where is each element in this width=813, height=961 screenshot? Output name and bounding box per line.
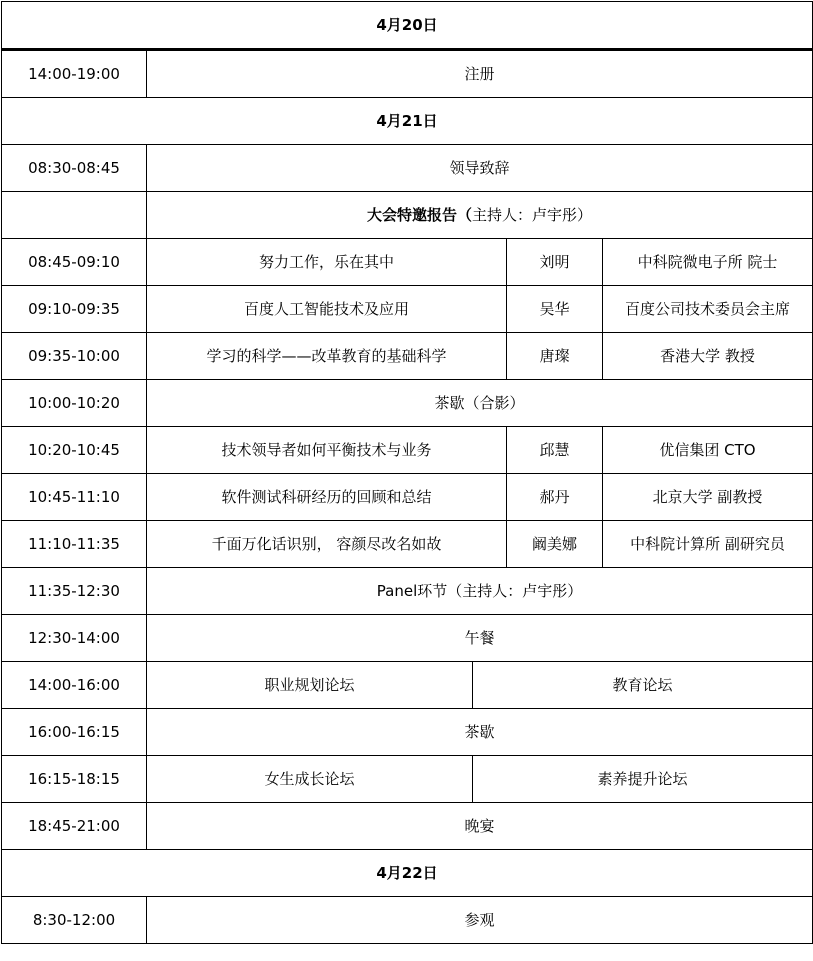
schedule-row (2, 568, 813, 615)
speaker-affiliation: 中科院计算所 副研究员 (603, 521, 813, 568)
speaker-affiliation: 香港大学 教授 (603, 333, 813, 380)
schedule-row (2, 50, 813, 98)
talk-row (2, 427, 813, 474)
schedule-table (1, 1, 813, 944)
forum-cell: 女生成长论坛 (147, 756, 473, 803)
keynote-host: 主持人：卢宇彤） (472, 206, 593, 224)
speaker-name: 郝丹 (507, 474, 603, 521)
day-header-row (2, 2, 813, 50)
time-cell: 14:00-19:00 (2, 50, 147, 98)
forum-row (2, 662, 813, 709)
talk-row (2, 333, 813, 380)
speaker-name: 唐璨 (507, 333, 603, 380)
forum-cell: 职业规划论坛 (147, 662, 473, 709)
event-cell: Panel环节（主持人：卢宇彤） (147, 568, 813, 615)
day-header-row (2, 850, 813, 897)
schedule-row (2, 897, 813, 944)
talk-title: 努力工作，乐在其中 (147, 239, 507, 286)
speaker-affiliation: 中科院微电子所 院士 (603, 239, 813, 286)
day-label: 4月21日 (2, 98, 813, 145)
speaker-affiliation: 优信集团 CTO (603, 427, 813, 474)
keynote-header-row (2, 192, 813, 239)
event-cell: 午餐 (147, 615, 813, 662)
day-header-row (2, 98, 813, 145)
schedule-row (2, 145, 813, 192)
talk-title: 千面万化话识别， 容颜尽改名如故 (147, 521, 507, 568)
time-cell: 12:30-14:00 (2, 615, 147, 662)
forum-cell: 教育论坛 (473, 662, 813, 709)
time-cell: 10:45-11:10 (2, 474, 147, 521)
talk-row (2, 474, 813, 521)
time-cell: 18:45-21:00 (2, 803, 147, 850)
schedule-row (2, 615, 813, 662)
talk-row (2, 239, 813, 286)
speaker-affiliation: 北京大学 副教授 (603, 474, 813, 521)
schedule-row (2, 803, 813, 850)
time-cell: 08:45-09:10 (2, 239, 147, 286)
event-cell: 领导致辞 (147, 145, 813, 192)
speaker-name: 刘明 (507, 239, 603, 286)
time-cell (2, 192, 147, 239)
event-cell: 参观 (147, 897, 813, 944)
talk-row (2, 286, 813, 333)
event-cell: 晚宴 (147, 803, 813, 850)
event-cell: 注册 (147, 50, 813, 98)
talk-row (2, 521, 813, 568)
day-label: 4月22日 (2, 850, 813, 897)
forum-cell: 素养提升论坛 (473, 756, 813, 803)
time-cell: 8:30-12:00 (2, 897, 147, 944)
keynote-header (147, 192, 813, 239)
time-cell: 09:35-10:00 (2, 333, 147, 380)
time-cell: 10:20-10:45 (2, 427, 147, 474)
event-cell: 茶歇（合影） (147, 380, 813, 427)
talk-title: 学习的科学——改革教育的基础科学 (147, 333, 507, 380)
time-cell: 10:00-10:20 (2, 380, 147, 427)
speaker-name: 阚美娜 (507, 521, 603, 568)
schedule-row (2, 380, 813, 427)
event-cell: 茶歇 (147, 709, 813, 756)
talk-title: 软件测试科研经历的回顾和总结 (147, 474, 507, 521)
time-cell: 14:00-16:00 (2, 662, 147, 709)
speaker-name: 邱慧 (507, 427, 603, 474)
speaker-name: 吴华 (507, 286, 603, 333)
talk-title: 百度人工智能技术及应用 (147, 286, 507, 333)
time-cell: 08:30-08:45 (2, 145, 147, 192)
speaker-affiliation: 百度公司技术委员会主席 (603, 286, 813, 333)
time-cell: 11:35-12:30 (2, 568, 147, 615)
keynote-title: 大会特邀报告（ (367, 206, 473, 224)
day-label: 4月20日 (2, 2, 813, 50)
time-cell: 16:00-16:15 (2, 709, 147, 756)
schedule-row (2, 709, 813, 756)
forum-row (2, 756, 813, 803)
talk-title: 技术领导者如何平衡技术与业务 (147, 427, 507, 474)
time-cell: 16:15-18:15 (2, 756, 147, 803)
time-cell: 09:10-09:35 (2, 286, 147, 333)
time-cell: 11:10-11:35 (2, 521, 147, 568)
